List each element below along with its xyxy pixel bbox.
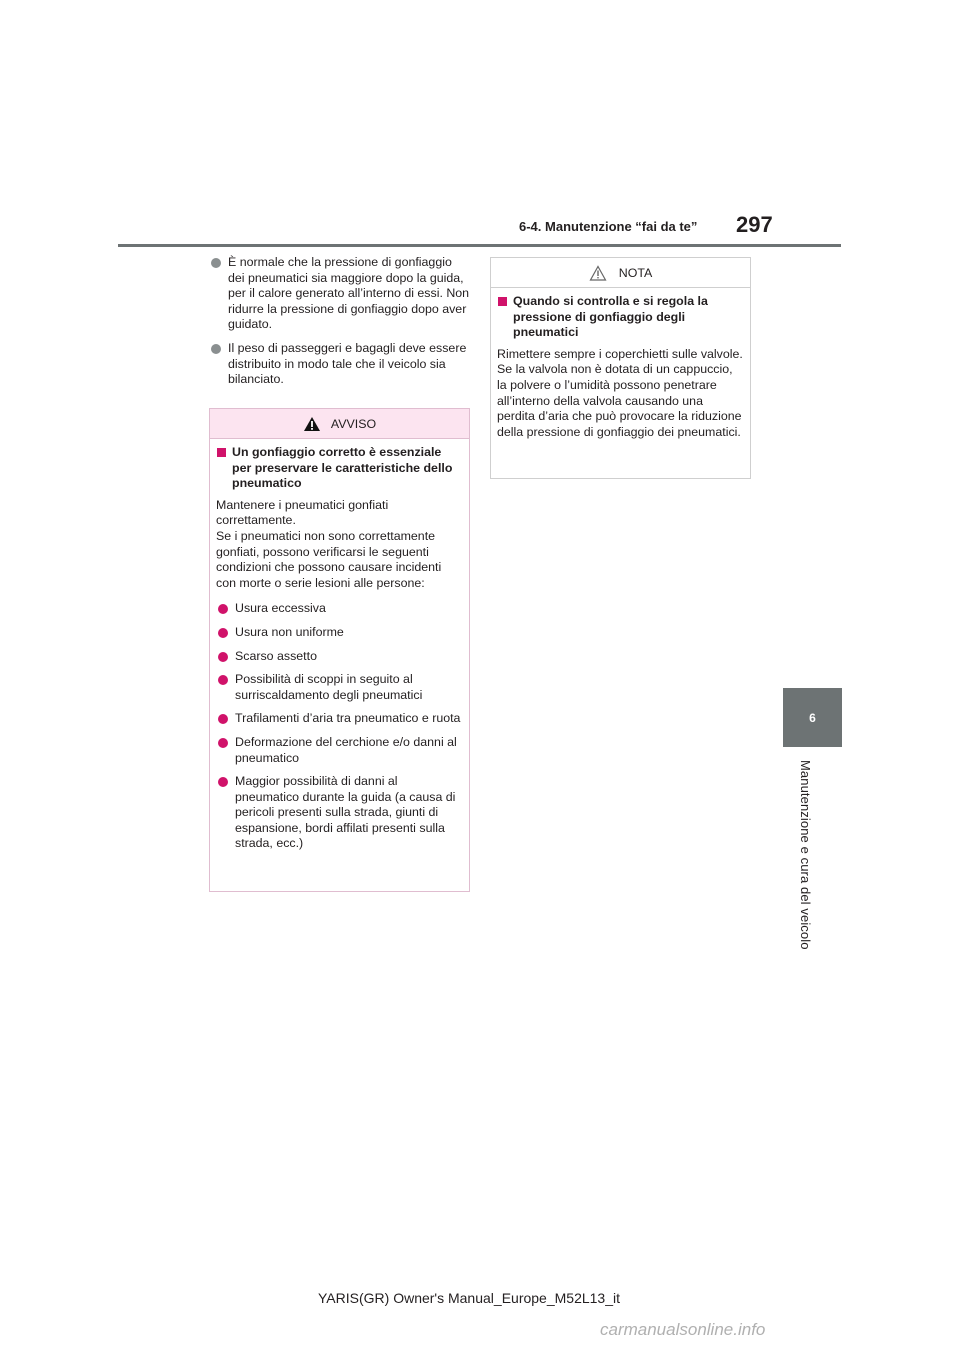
warning-heading xyxy=(216,445,463,492)
note-heading-text: Quando si controlla e si regola la pressione di gonfiaggio degli pneumatici xyxy=(513,294,708,340)
chapter-label: Manutenzione e cura del veicolo xyxy=(798,760,813,950)
bullet-icon xyxy=(218,777,228,787)
list-item xyxy=(209,341,470,388)
list-item xyxy=(216,601,463,617)
warning-box-header xyxy=(210,409,469,439)
intro-bullets xyxy=(209,255,470,396)
bullet-text: Maggior possibilità di danni al pneumatico durante la guida (a causa di pericoli presenti sulla strada, giunti di espansione, bordi affilati presenti sulla strada, ecc.) xyxy=(235,774,456,851)
note-box xyxy=(490,257,751,479)
list-item xyxy=(216,649,463,665)
chapter-tab[interactable] xyxy=(783,688,842,747)
chapter-number: 6 xyxy=(809,710,816,725)
bullet-icon xyxy=(218,675,228,685)
note-box-title: NOTA xyxy=(618,265,653,280)
bullet-icon xyxy=(218,714,228,724)
bullet-icon xyxy=(218,604,228,614)
bullet-icon xyxy=(218,628,228,638)
bullet-text: Scarso assetto xyxy=(235,648,317,663)
note-box-header xyxy=(491,258,750,288)
list-item xyxy=(216,625,463,641)
warning-box xyxy=(209,408,470,892)
square-bullet-icon xyxy=(217,448,226,457)
warning-box-body xyxy=(210,439,469,866)
list-item xyxy=(216,711,463,727)
bullet-text: Usura non uniforme xyxy=(235,624,344,639)
list-item xyxy=(216,774,463,852)
bullet-text: Possibilità di scoppi in seguito al surriscaldamento degli pneumatici xyxy=(235,672,423,702)
note-heading xyxy=(497,294,744,341)
warning-triangle-icon xyxy=(303,416,321,432)
bullet-text: Il peso di passeggeri e bagagli deve essere distribuito in modo tale che il veicolo sia bilanciato. xyxy=(228,340,467,387)
bullet-icon xyxy=(211,344,221,354)
warning-heading-text: Un gonfiaggio corretto è essenziale per preservare le caratteristiche dello pneumatico xyxy=(232,445,453,491)
bullet-text: Deformazione del cerchione e/o danni al pneumatico xyxy=(235,734,457,765)
header-rule xyxy=(118,244,841,247)
caution-triangle-icon xyxy=(589,265,607,281)
bullet-icon xyxy=(211,258,221,268)
section-title: 6-4. Manutenzione “fai da te” xyxy=(519,219,698,234)
warning-paragraph: Mantenere i pneumatici gonfiati correttamente. Se i pneumatici non sono correttamente gonfiati, possono verificarsi le seguenti condizioni che possono causare incidenti con morte o serie lesioni alle persone: xyxy=(216,497,442,590)
note-box-body xyxy=(491,288,750,456)
bullet-icon xyxy=(218,652,228,662)
bullet-text: Usura eccessiva xyxy=(235,601,326,616)
list-item xyxy=(216,672,463,703)
bullet-icon xyxy=(218,738,228,748)
bullet-text: È normale che la pressione di gonfiaggio dei pneumatici sia maggiore dopo la guida, per il calore generato all’interno di essi. Non ridurre la pressione di gonfiaggio dopo aver guidato. xyxy=(228,255,470,332)
warning-box-title: AVVISO xyxy=(330,416,377,431)
footer-text: YARIS(GR) Owner's Manual_Europe_M52L13_it xyxy=(318,1290,620,1306)
square-bullet-icon xyxy=(498,297,507,306)
list-item xyxy=(209,255,470,333)
note-paragraph: Rimettere sempre i coperchietti sulle valvole. Se la valvola non è dotata di un cappuccio, la polvere o l’umidità possono penetrare all’interno della valvola causando una perdita d’aria che può provocare la riduzione della pressione di gonfiaggio dei pneumatici. xyxy=(497,346,743,439)
bullet-text: Trafilamenti d’aria tra pneumatico e ruota xyxy=(235,711,461,726)
page-number: 297 xyxy=(736,212,773,237)
list-item xyxy=(216,735,463,766)
watermark: carmanualsonline.info xyxy=(600,1320,766,1339)
